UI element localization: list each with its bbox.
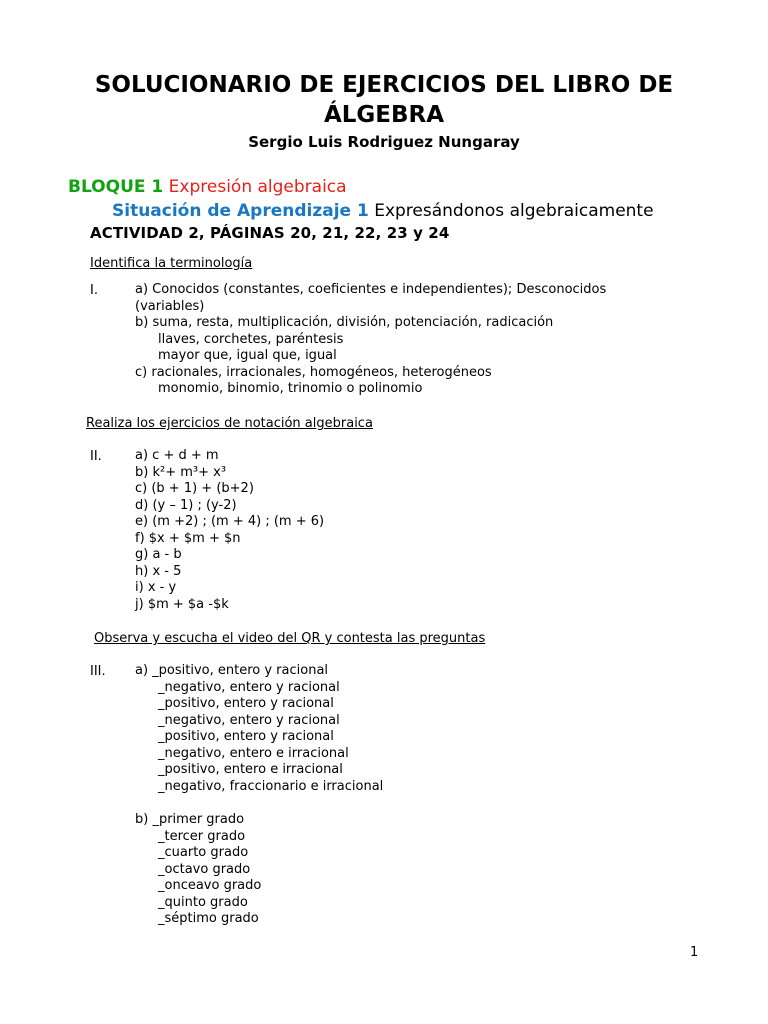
bloque-heading (68, 177, 347, 197)
section2-roman: II. (90, 449, 102, 464)
section2-line: a) c + d + m (135, 448, 219, 463)
section2-line: i) x - y (135, 580, 177, 595)
section3-b-line: _séptimo grado (158, 911, 259, 926)
section1-roman: I. (90, 283, 98, 298)
section1-line: (variables) (135, 298, 205, 314)
section2-heading: Realiza los ejercicios de notación algebraica (86, 416, 373, 431)
section1-line: b) suma, resta, multiplicación, división, potenciación, radicación (135, 315, 554, 330)
section1-heading: Identifica la terminología (90, 256, 253, 271)
actividad-heading: ACTIVIDAD 2, PÁGINAS 20, 21, 22, 23 y 24 (90, 224, 450, 242)
section1-line: monomio, binomio, trinomio o polinomio (158, 381, 423, 396)
section2-line: d) (y – 1) ; (y-2) (135, 497, 237, 513)
section3-b-line: _quinto grado (158, 894, 248, 910)
section3-a-line: _positivo, entero e irracional (158, 762, 343, 777)
document-title-line1: SOLUCIONARIO DE EJERCICIOS DEL LIBRO DE (94, 72, 674, 98)
section2-line: f) $x + $m + $n (135, 530, 241, 546)
section1-line: a) Conocidos (constantes, coeficientes e independientes); Desconocidos (135, 282, 607, 297)
section3-b-line: _onceavo grado (158, 878, 262, 893)
section1-line: mayor que, igual que, igual (158, 348, 337, 363)
situacion-label: Situación de Aprendizaje 1 (112, 201, 369, 221)
section3-a-line: _positivo, entero y racional (158, 696, 334, 711)
section3-a-line: _positivo, entero y racional (158, 729, 334, 744)
section3-a-line: _negativo, entero e irracional (158, 745, 349, 761)
page-number: 1 (690, 945, 699, 960)
section2-line: j) $m + $a -$k (135, 596, 229, 612)
section3-roman: III. (90, 664, 106, 679)
situacion-name: Expresándonos algebraicamente (374, 201, 654, 221)
document-author: Sergio Luis Rodriguez Nungaray (248, 133, 520, 151)
section3-a-line: a) _positivo, entero y racional (135, 663, 329, 678)
section2-line: c) (b + 1) + (b+2) (135, 481, 254, 496)
section2-line: h) x - 5 (135, 563, 182, 579)
bloque-name: Expresión algebraica (168, 177, 347, 197)
section3-b-line: b) _primer grado (135, 812, 245, 827)
section3-b-line: _octavo grado (158, 861, 251, 877)
section3-a-line: _negativo, entero y racional (158, 712, 340, 728)
section2-line: b) k²+ m³+ x³ (135, 464, 227, 480)
section1-line: c) racionales, irracionales, homogéneos, heterogéneos (135, 364, 492, 380)
section2-line: g) a - b (135, 547, 182, 562)
section3-b-line: _tercer grado (158, 828, 246, 844)
section3-b-line: _cuarto grado (158, 845, 249, 860)
section3-a-line: _negativo, fraccionario e irracional (158, 778, 384, 794)
section3-a-line: _negativo, entero y racional (158, 679, 340, 695)
section3-heading: Observa y escucha el video del QR y contesta las preguntas (94, 631, 486, 646)
section2-line: e) (m +2) ; (m + 4) ; (m + 6) (135, 514, 325, 529)
document-title-line2: ÁLGEBRA (323, 102, 445, 128)
situacion-heading (112, 201, 654, 221)
section1-line: llaves, corchetes, paréntesis (158, 331, 344, 347)
bloque-label: BLOQUE 1 (68, 177, 164, 197)
